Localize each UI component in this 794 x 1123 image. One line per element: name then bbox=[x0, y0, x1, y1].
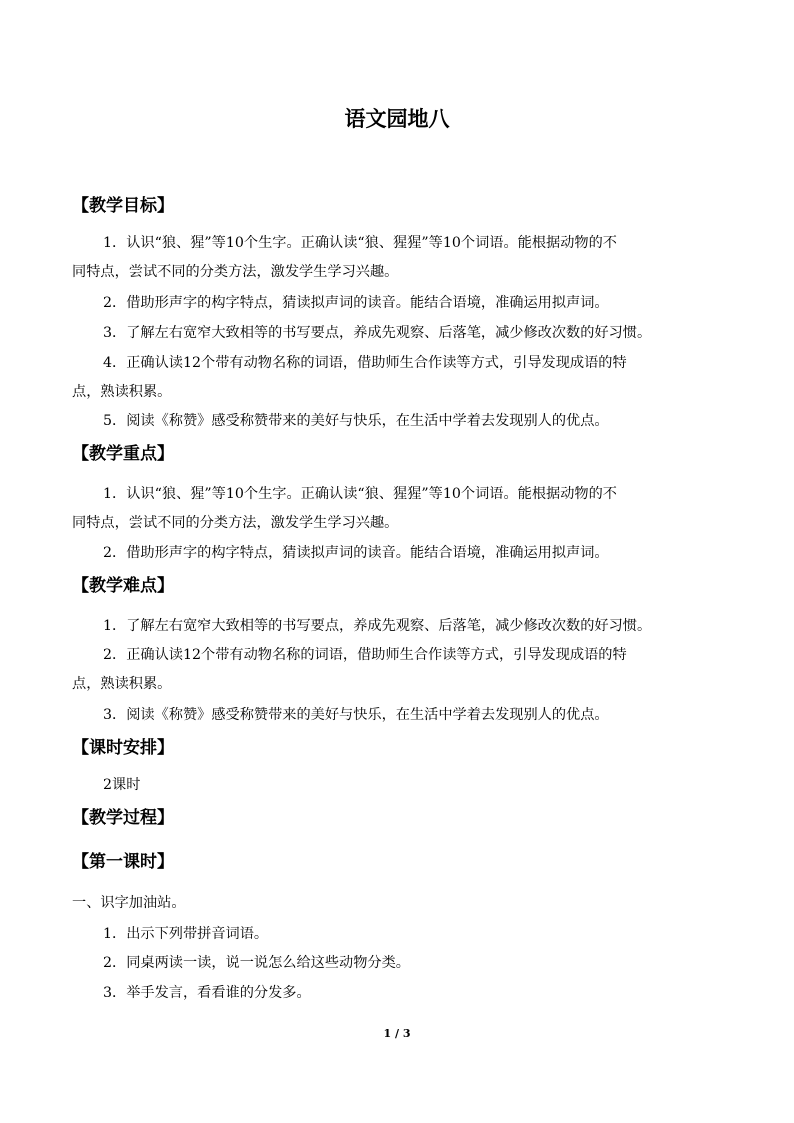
goal-item-4-cont: 点，熟读积累。 bbox=[72, 384, 172, 400]
difficulty-item-2-cont: 点，熟读积累。 bbox=[72, 676, 172, 692]
first-lesson-part-title: 一、识字加油站。 bbox=[72, 895, 186, 911]
section-heading-first-lesson: 【第一课时】 bbox=[72, 852, 174, 872]
key-point-item-1: 1．认识“狼、猩”等10个生字。正确认读“狼、猩猩”等10个词语。能根据动物的不 bbox=[103, 486, 617, 502]
first-lesson-step-2: 2．同桌两读一读，说一说怎么给这些动物分类。 bbox=[103, 955, 410, 971]
document-title: 语文园地八 bbox=[344, 107, 450, 131]
difficulty-item-1: 1．了解左右宽窄大致相等的书写要点，养成先观察、后落笔，减少修改次数的好习惯。 bbox=[103, 618, 652, 634]
difficulty-item-3: 3．阅读《称赞》感受称赞带来的美好与快乐，在生活中学着去发现别人的优点。 bbox=[103, 707, 609, 723]
goal-item-4: 4．正确认读12个带有动物名称的词语，借助师生合作读等方式，引导发现成语的特 bbox=[103, 355, 627, 371]
section-heading-process: 【教学过程】 bbox=[72, 808, 174, 828]
section-heading-difficulties: 【教学难点】 bbox=[72, 576, 174, 596]
goal-item-1-line1: 1．认识“狼、猩”等10个生字。正确认读“狼、猩猩”等10个词语。能根据动物的不 bbox=[103, 235, 617, 251]
page-number: 1 / 3 bbox=[383, 1027, 411, 1040]
goal-item-3: 3．了解左右宽窄大致相等的书写要点，养成先观察、后落笔，减少修改次数的好习惯。 bbox=[103, 325, 652, 341]
difficulty-item-2: 2．正确认读12个带有动物名称的词语，借助师生合作读等方式，引导发现成语的特 bbox=[103, 647, 627, 663]
goal-item-1-line2: 同特点，尝试不同的分类方法，激发学生学习兴趣。 bbox=[72, 264, 399, 280]
section-heading-schedule: 【课时安排】 bbox=[72, 738, 174, 758]
key-point-item-1-cont: 同特点，尝试不同的分类方法，激发学生学习兴趣。 bbox=[72, 515, 399, 531]
key-point-item-2: 2．借助形声字的构字特点，猜读拟声词的读音。能结合语境，准确运用拟声词。 bbox=[103, 545, 609, 561]
section-heading-goals: 【教学目标】 bbox=[72, 196, 174, 216]
schedule-text: 2课时 bbox=[103, 777, 141, 793]
first-lesson-step-1: 1．出示下列带拼音词语。 bbox=[103, 926, 269, 942]
first-lesson-step-3: 3．举手发言，看看谁的分发多。 bbox=[103, 985, 311, 1001]
goal-item-1 bbox=[72, 229, 732, 258]
goal-item-5: 5．阅读《称赞》感受称赞带来的美好与快乐，在生活中学着去发现别人的优点。 bbox=[103, 413, 609, 429]
goal-item-1-cont bbox=[72, 258, 732, 287]
goal-item-2: 2．借助形声字的构字特点，猜读拟声词的读音。能结合语境，准确运用拟声词。 bbox=[103, 295, 609, 311]
section-heading-key-points: 【教学重点】 bbox=[72, 444, 174, 464]
